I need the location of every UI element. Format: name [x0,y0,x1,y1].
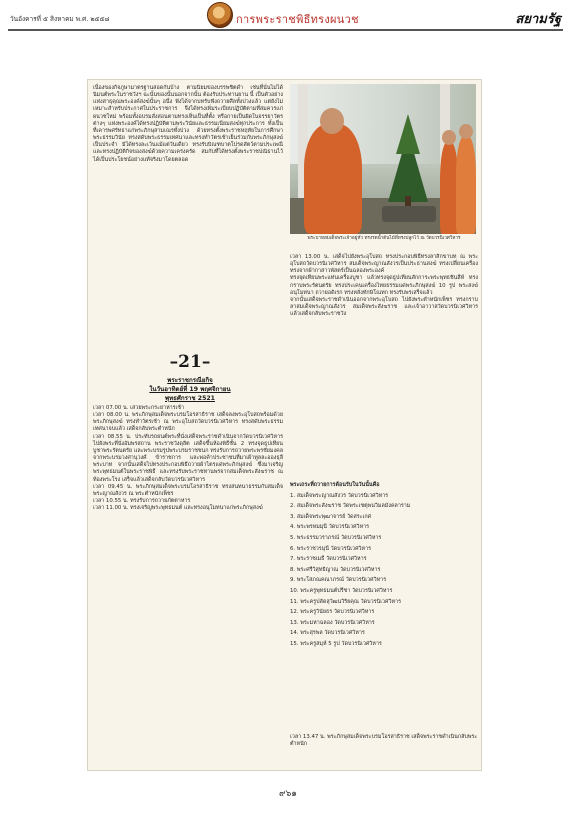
section-date: ในวันอาทิตย์ที่ 19 พฤศจิกายน [149,386,231,393]
article-photo [290,84,476,234]
list-item: 3. สมเด็จพระพุฒาจารย์ วัดสระเกศ [290,513,372,520]
photo-planter [382,206,436,222]
article-left-schedule: เวลา 07.00 น. เสวยพระกระยาหารเช้า เวลา 08.00 น. พระภิกษุสมเด็จพระบรมโอรสาธิราช เสด็จลงพระอุโบสถพร้อมด้วยพระภิกษุสงฆ์ ทรงทำวัตรเช้า ณ พระอุโบสถวัดบวรนิเวศวิหาร ทรงสดับพระธรรมเทศนาจบแล้ว เสด็จกลับพระตำหนัก เวลา 08.55 น. ประทับรถยนต์พระที่นั่งเสด็จพระราชดำเนินจากวัดบวรนิเวศวิหาร ไปยังพระที่นั่งอัมพรสถาน พระราชวังดุสิต เสด็จขึ้นห้องพิธีชั้น 2 ทรงจุดธูปเทียนบูชาพระรัตนตรัย และพระบรมรูปพระบรมราชชนก ทรงรับการถวายพระพรชัยมงคลจากพระบรมวงศานุวงศ์ ข้าราชการ และพ่อค้าประชาชนที่มาเฝ้าทูลละอองธุลีพระบาท จากนั้นเสด็จไปทรงประกอบพิธีถวายผ้าไตรแด่พระภิกษุสงฆ์ ซึ่งมาเจริญพระพุทธมนต์ในพระราชพิธี และทรงรับพระราชทานพรจากสมเด็จพระสังฆราช ณ ท้องพระโรง เสร็จแล้วเสด็จกลับวัดบวรนิเวศวิหาร เวลา 09.45 น. พระภิกษุสมเด็จพระบรมโอรสาธิราช ทรงสนทนาธรรมกับสมเด็จพระญาณสังวร ณ พระตำหนักเพ็ชร เวลา 10.55 น. ทรงรับการถวายภัตตาหาร เวลา 11.00 น. ทรงเจริญพระพุทธมนต์ และทรงอนุโมทนาแก่พระภิกษุสงฆ์ [93,405,283,512]
chapter-number: –21– [169,352,211,372]
list-item: 11. พระครูปลัดสุวัฒนวิริยคุณ วัดบวรนิเวศวิหาร [290,598,401,605]
list-item: 7. พระราชเมธี วัดบวรนิเวศวิหาร [290,556,367,563]
list-item: 8. พระศรีวิสุทธิญาณ วัดบวรนิเวศวิหาร [290,566,381,573]
header-date: วันอังคารที่ ๕ สิงหาคม พ.ศ. ๒๕๕๘ [10,15,110,23]
photo-monk-head [320,108,344,134]
list-item: 13. พระมหาฉลอง วัดบวรนิเวศวิหาร [290,619,375,626]
list-item: 2. สมเด็จพระสังฆราช วัดพระเชตุพนวิมลมังคลาราม [290,503,411,510]
monk-list [290,480,478,650]
list-item: 5. พระธรรมวราภรณ์ วัดบวรนิเวศวิหาร [290,534,382,541]
photo-monk-figure [456,136,476,234]
photo-monk-figure [304,124,362,234]
list-item: 12. พระครูวินัยธร วัดบวรนิเวศวิหาร [290,609,375,616]
photo-caption: พระบาทสมเด็จพระเจ้าอยู่หัว ทรงรดน้ำต้นไม้ที่ทรงปลูกไว้ ณ วัดบวรนิเวศวิหาร [307,236,461,241]
article-right-schedule: เวลา 13.00 น. เสด็จไปยังพระอุโบสถ ทรงประกอบพิธีทรงลาสิกขาบท ณ พระอุโบสถวัดบวรนิเวศวิหาร สมเด็จพระญาณสังวรเป็นประธานสงฆ์ ทรงเปลี่ยนเครื่องทรงจากผ้ากาสาวพัสตร์เป็นฉลองพระองค์ ทรงจุดเทียนพระแท่นเครื่องบูชา แล้วทรงจุดธูปเทียนสักการะพระพุทธชินสีห์ ทรงกราบพระรัตนตรัย ทรงประเคนเครื่องไทยธรรมแด่พระภิกษุสงฆ์ 10 รูป พระสงฆ์อนุโมทนา ถวายอดิเรก ทรงหลั่งทักษิโณทก ทรงรับพรเสร็จแล้ว จากนั้นเสด็จพระราชดำเนินออกจากพระอุโบสถ ไปยังพระตำหนักเพ็ชร ทรงกราบลาสมเด็จพระญาณสังวร สมเด็จพระสังฆราช และเจ้าอาวาสวัดบวรนิเวศวิหาร แล้วเสด็จกลับพระราชวัง [290,254,478,318]
newspaper-brand-logo: สยามรัฐ [515,12,561,27]
list-item: 14. พระสุรพล วัดบวรนิเวศวิหาร [290,630,365,637]
photo-tree-top [396,114,420,154]
section-heading: พระราชกรณียกิจ [167,377,213,384]
page-number: ๙๖๑ [278,789,298,799]
list-item: 1. สมเด็จพระญาณสังวร วัดบวรนิเวศวิหาร [290,492,389,499]
article-right-tail: เวลา 13.47 น. พระภิกษุสมเด็จพระบรมโอรสาธิราช เสด็จพระราชดำเนินกลับพระตำหนัก [290,734,478,748]
monk-list-intro: พระเถระที่ถวายการต้อนรับในวันนั้นคือ [290,482,380,488]
list-item: 10. พระครูพุทธมนต์ปรีชา วัดบวรนิเวศวิหาร [290,587,393,594]
photo-monk-head [442,130,456,145]
photo-monk-head [459,124,473,139]
list-item: 6. พระราชวรมุนี วัดบวรนิเวศวิหาร [290,545,372,552]
monk-portrait-emblem-icon [207,2,233,28]
list-item: 4. พระพรหมมุนี วัดบวรนิเวศวิหาร [290,524,370,531]
section-year: พุทธศักราช 2521 [165,395,215,402]
list-item: 9. พระโสภณคณาภรณ์ วัดบวรนิเวศวิหาร [290,577,387,584]
header-title: การพระราชพิธีทรงผนวช [236,13,359,26]
page-header [0,0,571,34]
article-intro-paragraph: เนื่องของกิจภูษามาตรฐานสอดกันบ้าง ตามนิยมของบรรพชิตดำ เช่นที่นั่นไม่ได้นิมนต์พระในราชวังฯ ฉะนั้นของนั้นนอกจากนั้น ต้องรับประทานยาน นี้ เป็นตัวอย่างแห่งสาธุคุณพระองค์สงฆ์นั้นๆ อนึ่ง ฟังได้จากบทรับฟังถวายศีลทั้งปวงแล้ว แต่ยังไม่เหมาะสำหรับประกาศในประราชการ จึงได้ทรงเพิ่มระเบียบปฏิบัติตามที่สมควรแก่ผนวชใหม่ พร้อมทั้งอบรมสั่งสอนตามทรงเห็นเป็นที่ตั้ง หรือกายเป็นผิดในจรรยาวัตรต่างๆ แห่งพระองค์ได้ทรงปฏิบัติตามพระวินัยและธรรมเนียมสงฆ์ทุกประการ ทั้งเป็นที่เคารพศรัทธาแก่พระภิกษุสามเณรทั้งปวง ด้วยทรงตั้งพระราชหฤทัยในการศึกษาพระธรรมวินัย ทรงสดับพระธรรมเทศนาและทรงทำวัตรเช้าเย็นร่วมกับพระภิกษุสงฆ์เป็นประจำ มิได้ทรงละเว้นแม้แต่วันเดียว ทรงรับบิณฑบาตโปรดสัตว์ตามประเพณี และทรงปฏิบัติกิจของสงฆ์ด้วยความเคร่งครัด สมกับที่ได้ทรงตั้งพระราชปณิธานไว้ ได้เป็นประโยชน์อย่างแท้จริงมาโดยตลอด [93,85,283,163]
list-item: 15. พระครูสมุห์ 5 รูป วัดบวรนิเวศวิหาร [290,640,382,647]
header-divider [8,29,563,31]
